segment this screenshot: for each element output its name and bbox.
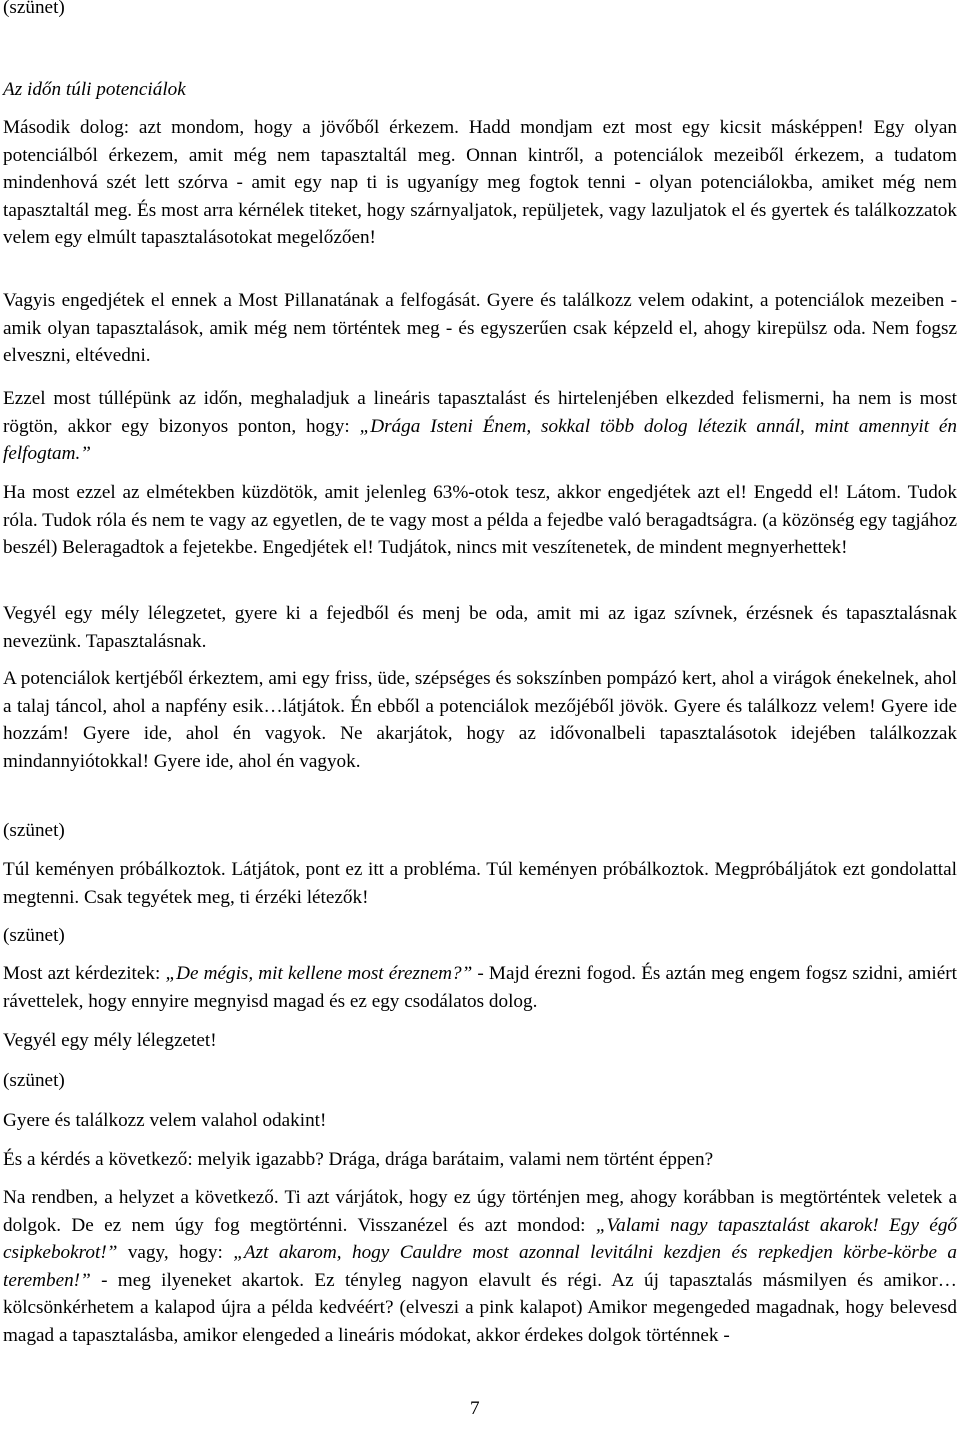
paragraph-9: Vegyél egy mély lélegzetet! xyxy=(3,1030,217,1051)
paragraph-6: A potenciálok kertjéből érkeztem, ami egy friss, üde, szépséges és sokszínben pompázó kert, ahol a virágok énekelnek, ahol a talaj táncol, ahol a napfény esik…látjátok. Én ebből a potenciálok mezőjéből jövök. Gyere és találkozz velem! Gyere ide hozzám! Gyere ide, ahol én vagyok. Ne akarjátok, hogy az idővonalbeli tapasztalásotok idejében találkozzak mindannyiótokkal! Gyere ide, ahol én vagyok. xyxy=(3,668,957,772)
paragraph-7: Túl keményen próbálkoztok. Látjátok, pont ez itt a probléma. Túl keményen próbálkoztok. Megpróbáljátok ezt gondolattal megtenni. Csak tegyétek meg, ti érzéki létezők! xyxy=(3,859,957,908)
paragraph-8 xyxy=(3,960,957,1015)
paragraph-8-text-a: Most azt kérdezitek: xyxy=(3,963,166,984)
paragraph-10: Gyere és találkozz velem valahol odakint! xyxy=(3,1110,327,1131)
paragraph-12-text-c: - meg ilyeneket akartok. Ez tényleg nagyon elavult és régi. Az új tapasztalás másmilyen és amikor…kölcsönkérhetem a kalapod újra a példa kedvéért? (elveszi a pink kalapot) Amikor megengeded magadnak, hogy belevesd magad a tapasztalásba, amikor elengeded a lineáris módokat, akkor érdekes dolgok történnek - xyxy=(3,1269,957,1346)
paragraph-3 xyxy=(3,385,957,468)
page-number: 7 xyxy=(470,1398,480,1419)
paragraph-11: És a kérdés a következő: melyik igazabb? Drága, drága barátaim, valami nem történt éppen? xyxy=(3,1149,714,1170)
pause-2: (szünet) xyxy=(3,925,65,946)
paragraph-8-quote: „De mégis, mit kellene most éreznem?” xyxy=(165,963,473,984)
paragraph-1: Második dolog: azt mondom, hogy a jövőből érkezem. Hadd mondjam ezt most egy kicsit másképpen! Egy olyan potenciálból érkezem, amit még nem tapasztaltál meg. Onnan kintről, a potenciálok mezeiből érkezem, a tudatom mindenhová szét lett szórva - amit egy nap ti is ugyanígy meg fogtok tenni - olyan potenciálokba, amiket még nem tapasztaltál meg. És most arra kérnélek titeket, hogy szárnyaljatok, repüljetek, vagy lazuljatok el és gyertek és találkozzatok velem egy elmúlt tapasztalásotokat megelőzően! xyxy=(3,117,957,249)
top-pause-note: (szünet) xyxy=(3,0,65,18)
paragraph-12 xyxy=(3,1184,957,1350)
paragraph-12-text-a: Na rendben, a helyzet a következő. Ti azt várjátok, hogy ez úgy történjen meg, ahogy korábban is megtörténtek veletek a dolgok. De ez nem úgy fog megtörténni. Visszanézel és azt mondod: xyxy=(3,1187,957,1236)
pause-3: (szünet) xyxy=(3,1070,65,1091)
paragraph-12-text-b: vagy, hogy: xyxy=(117,1242,234,1264)
paragraph-12-quote-2: „Azt akarom, hogy Cauldre most azonnal levitálni kezdjen és repkedjen körbe-körbe a teremben!” xyxy=(3,1242,957,1291)
paragraph-2: Vagyis engedjétek el ennek a Most Pillanatának a felfogását. Gyere és találkozz velem odakint, a potenciálok mezeiben - amik olyan tapasztalások, amik még nem történtek meg - és egyszerűen csak képzeld el, ahogy kirepülsz oda. Nem fogsz elveszni, eltévedni. xyxy=(3,290,957,367)
paragraph-8-text-b: - Majd érezni fogod. És aztán meg engem fogsz szidni, amiért rávettelek, hogy ennyire megnyisd magad és ez egy csodálatos dolog. xyxy=(3,963,957,1012)
paragraph-3-quote: „Drága Isteni Énem, sokkal több dolog létezik annál, mint amennyit én felfogtam.” xyxy=(3,415,957,465)
pause-1: (szünet) xyxy=(3,820,65,841)
paragraph-5: Vegyél egy mély lélegzetet, gyere ki a fejedből és menj be oda, amit mi az igaz szívnek, érzésnek és tapasztalásnak nevezünk. Tapasztalásnak. xyxy=(3,603,957,652)
paragraph-12-quote-1: „Valami nagy tapasztalást akarok! Egy égő csipkebokrot!” xyxy=(3,1214,958,1264)
paragraph-4: Ha most ezzel az elmétekben küzdötök, amit jelenleg 63%-otok tesz, akkor engedjétek azt el! Engedd el! Látom. Tudok róla. Tudok róla és nem te vagy az egyetlen, de te vagy most a példa a fejedbe való beragadtságra. (a közönség egy tagjához beszél) Beleragadtok a fejetekbe. Engedjétek el! Tudjátok, nincs mit veszítenetek, de mindent megnyerhettek! xyxy=(3,482,957,559)
section-heading: Az időn túli potenciálok xyxy=(3,79,186,100)
paragraph-3-text: Ezzel most túllépünk az időn, meghaladjuk a lineáris tapasztalást és hirtelenjében elkezded felismerni, ha nem is most rögtön, akkor egy bizonyos ponton, hogy: xyxy=(3,388,957,437)
